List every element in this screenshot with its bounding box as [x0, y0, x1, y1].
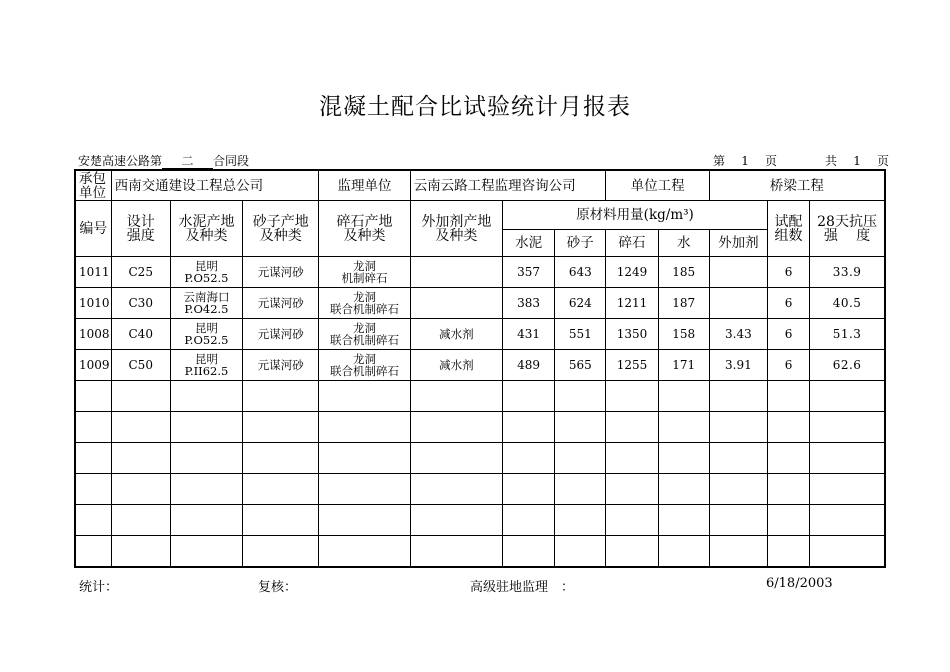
table-row — [75, 319, 885, 350]
row-id: 1010 — [75, 288, 111, 319]
page-label-first: 第 — [713, 154, 726, 168]
total-label-second: 页 — [877, 154, 890, 168]
header-28day-strength — [810, 201, 885, 257]
page-label-second: 页 — [765, 154, 778, 168]
info-row — [75, 170, 885, 201]
row-grade: C40 — [111, 319, 170, 350]
row-gravel-origin: 龙洞 — [353, 320, 377, 335]
stats-label: 统计： — [79, 580, 119, 595]
row-cement-type: P.O42.5 — [184, 302, 229, 316]
row-cement — [170, 319, 242, 350]
project-prefix: 安楚高速公路第 — [78, 154, 163, 168]
row-gravel — [319, 350, 410, 381]
review-label: 复核： — [258, 580, 298, 595]
total-label-first: 共 — [825, 154, 838, 168]
header-strength-line1: 28天抗压 — [817, 213, 877, 230]
row-sand: 元谋河砂 — [243, 257, 319, 288]
row-admixture — [410, 288, 502, 319]
row-m-gravel: 1249 — [606, 257, 658, 288]
row-grade: C25 — [111, 257, 170, 288]
row-m-gravel: 1255 — [606, 350, 658, 381]
header-row-1 — [75, 201, 885, 230]
empty-row — [75, 474, 885, 505]
row-cement-type: P.O52.5 — [184, 333, 229, 347]
header-strength-line2: 强 度 — [823, 227, 871, 244]
row-grade: C30 — [111, 288, 170, 319]
row-id: 1011 — [75, 257, 111, 288]
project-line — [78, 152, 249, 169]
empty-row — [75, 536, 885, 568]
row-m-cement: 383 — [503, 288, 555, 319]
row-cement-origin: 昆明 — [194, 258, 218, 273]
row-m-water: 187 — [658, 288, 709, 319]
header-design-strength-line1: 设计 — [126, 213, 155, 230]
row-id: 1009 — [75, 350, 111, 381]
header-admixture-source — [410, 201, 502, 257]
header-cement-line2: 及种类 — [185, 227, 228, 244]
report-title: 混凝土配合比试验统计月报表 — [319, 94, 631, 120]
row-cement-type: P.II62.5 — [184, 364, 229, 378]
header-mat-sand: 砂子 — [555, 230, 606, 257]
header-sand-source — [243, 201, 319, 257]
row-trials: 6 — [767, 319, 809, 350]
header-trial-groups — [767, 201, 809, 257]
row-m-sand: 643 — [555, 257, 606, 288]
row-m-sand: 565 — [555, 350, 606, 381]
page-number: 1 — [741, 154, 749, 168]
row-cement — [170, 288, 242, 319]
row-m-gravel: 1211 — [606, 288, 658, 319]
row-cement — [170, 350, 242, 381]
empty-row — [75, 505, 885, 536]
project-suffix: 合同段 — [213, 154, 250, 168]
row-gravel-type: 机制碎石 — [341, 271, 388, 285]
empty-row — [75, 443, 885, 474]
header-trials-line1: 试配 — [774, 213, 803, 230]
header-trials-line2: 组数 — [774, 227, 803, 244]
row-grade: C50 — [111, 350, 170, 381]
header-admixture-line2: 及种类 — [435, 227, 478, 244]
empty-row — [75, 412, 885, 443]
row-m-sand: 624 — [555, 288, 606, 319]
unit-project-label: 单位工程 — [606, 170, 709, 201]
row-cement-origin: 昆明 — [194, 320, 218, 335]
mix-ratio-table — [74, 169, 886, 568]
header-mat-cement: 水泥 — [503, 230, 555, 257]
row-admixture: 减水剂 — [410, 319, 502, 350]
row-cement-origin: 昆明 — [194, 351, 218, 366]
header-mat-admixture: 外加剂 — [709, 230, 767, 257]
row-sand: 元谋河砂 — [243, 319, 319, 350]
header-gravel-source — [319, 201, 410, 257]
row-m-cement: 431 — [503, 319, 555, 350]
row-m-admixture — [709, 288, 767, 319]
senior-supervisor-label: 高级驻地监理 ： — [470, 580, 575, 595]
row-m-water: 185 — [658, 257, 709, 288]
empty-row — [75, 381, 885, 412]
row-cement — [170, 257, 242, 288]
row-admixture: 减水剂 — [410, 350, 502, 381]
row-m-admixture: 3.91 — [709, 350, 767, 381]
row-gravel-origin: 龙洞 — [353, 258, 377, 273]
header-sand-line2: 及种类 — [259, 227, 302, 244]
row-m-cement: 489 — [503, 350, 555, 381]
row-id: 1008 — [75, 319, 111, 350]
row-gravel-type: 联合机制碎石 — [330, 302, 400, 316]
header-mat-water: 水 — [658, 230, 709, 257]
page-indicator — [713, 152, 889, 169]
row-strength: 62.6 — [810, 350, 885, 381]
row-gravel — [319, 257, 410, 288]
report-date: 6/18/2003 — [766, 576, 833, 591]
row-trials: 6 — [767, 350, 809, 381]
row-sand: 元谋河砂 — [243, 288, 319, 319]
row-m-sand: 551 — [555, 319, 606, 350]
header-gravel-line1: 碎石产地 — [336, 213, 393, 230]
supervisor-value: 云南云路工程监理咨询公司 — [410, 170, 606, 201]
table-row — [75, 350, 885, 381]
header-gravel-line2: 及种类 — [343, 227, 386, 244]
row-m-water: 158 — [658, 319, 709, 350]
row-gravel-type: 联合机制碎石 — [330, 364, 400, 378]
header-id: 编号 — [75, 201, 111, 257]
row-gravel — [319, 288, 410, 319]
row-strength: 40.5 — [810, 288, 885, 319]
header-mat-gravel: 碎石 — [606, 230, 658, 257]
header-cement-source — [170, 201, 242, 257]
table-row — [75, 288, 885, 319]
row-trials: 6 — [767, 288, 809, 319]
section-number: 二 — [162, 155, 213, 169]
header-admixture-line1: 外加剂产地 — [421, 213, 492, 230]
row-sand: 元谋河砂 — [243, 350, 319, 381]
row-strength: 33.9 — [810, 257, 885, 288]
row-m-admixture: 3.43 — [709, 319, 767, 350]
row-cement-origin: 云南海口 — [183, 289, 230, 304]
row-m-cement: 357 — [503, 257, 555, 288]
header-sand-line1: 砂子产地 — [252, 213, 309, 230]
table-row — [75, 257, 885, 288]
header-design-strength-line2: 强度 — [126, 227, 155, 244]
unit-project-value: 桥梁工程 — [709, 170, 885, 201]
row-strength: 51.3 — [810, 319, 885, 350]
row-trials: 6 — [767, 257, 809, 288]
contractor-label: 承包单位 — [75, 170, 111, 201]
row-m-water: 171 — [658, 350, 709, 381]
row-gravel-origin: 龙洞 — [353, 351, 377, 366]
row-admixture — [410, 257, 502, 288]
header-design-strength — [111, 201, 170, 257]
row-gravel — [319, 319, 410, 350]
row-m-admixture — [709, 257, 767, 288]
header-material-usage: 原材料用量(kg/m³) — [503, 201, 768, 230]
header-cement-line1: 水泥产地 — [178, 213, 235, 230]
contractor-value: 西南交通建设工程总公司 — [111, 170, 319, 201]
total-pages: 1 — [853, 154, 861, 168]
row-cement-type: P.O52.5 — [184, 271, 229, 285]
row-gravel-origin: 龙洞 — [353, 289, 377, 304]
supervisor-label: 监理单位 — [319, 170, 410, 201]
row-gravel-type: 联合机制碎石 — [330, 333, 400, 347]
row-m-gravel: 1350 — [606, 319, 658, 350]
